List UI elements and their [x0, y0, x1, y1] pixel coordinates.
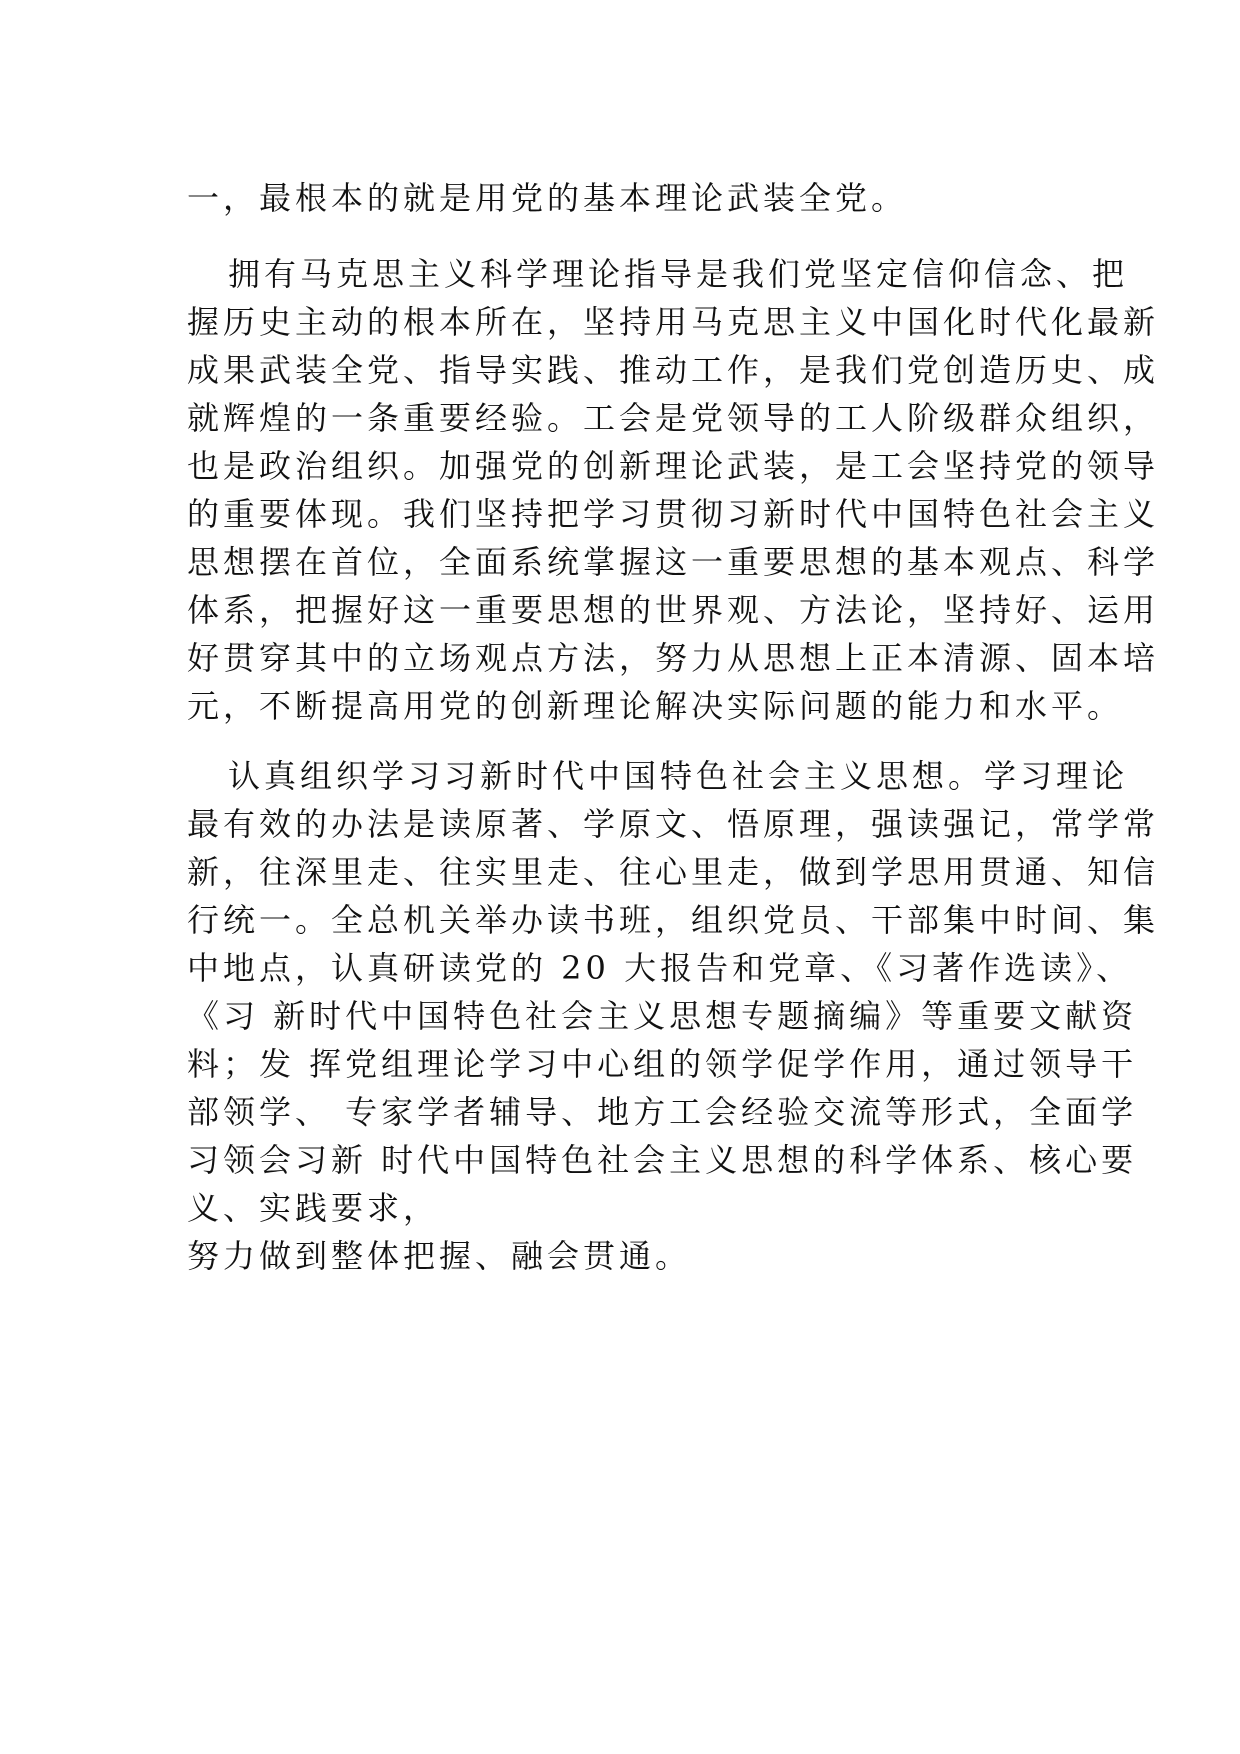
paragraph-2-line-7: 料；发 挥党组理论学习中心组的领学促学作用，通过领导干	[187, 1045, 1138, 1083]
paragraph-2-line-5: 中地点，认真研读党的 20 大报告和党章、《习著作选读》、	[187, 949, 1133, 987]
section-heading: 一，最根本的就是用党的基本理论武装全党。	[187, 179, 908, 217]
paragraph-1-line-10: 元，不断提高用党的创新理论解决实际问题的能力和水平。	[187, 687, 1124, 725]
paragraph-2-line-10: 义、实践要求，	[187, 1189, 440, 1227]
paragraph-1-line-4: 就辉煌的一条重要经验。工会是党领导的工人阶级群众组织，	[187, 399, 1160, 437]
paragraph-2-line-11: 努力做到整体把握、融会贯通。	[187, 1237, 692, 1275]
paragraph-1-line-9: 好贯穿其中的立场观点方法，努力从思想上正本清源、固本培	[187, 639, 1160, 677]
paragraph-1-line-3: 成果武装全党、指导实践、推动工作，是我们党创造历史、成	[187, 351, 1160, 389]
paragraph-1-line-6: 的重要体现。我们坚持把学习贯彻习新时代中国特色社会主义	[187, 495, 1160, 533]
paragraph-1-line-2: 握历史主动的根本所在，坚持用马克思主义中国化时代化最新	[187, 303, 1160, 341]
paragraph-2-line-2: 最有效的办法是读原著、学原文、悟原理，强读强记，常学常	[187, 805, 1160, 843]
paragraph-2-line-6: 《习 新时代中国特色社会主义思想专题摘编》等重要文献资	[187, 997, 1138, 1035]
paragraph-2-line-3: 新，往深里走、往实里走、往心里走，做到学思用贯通、知信	[187, 853, 1160, 891]
paragraph-2-line-9: 习领会习新 时代中国特色社会主义思想的科学体系、核心要	[187, 1141, 1138, 1179]
paragraph-2-line-8: 部领学、 专家学者辅导、地方工会经验交流等形式，全面学	[187, 1093, 1138, 1131]
paragraph-2-line-4: 行统一。全总机关举办读书班，组织党员、干部集中时间、集	[187, 901, 1160, 939]
paragraph-1-line-7: 思想摆在首位，全面系统掌握这一重要思想的基本观点、科学	[187, 543, 1160, 581]
paragraph-1-line-8: 体系，把握好这一重要思想的世界观、方法论，坚持好、运用	[187, 591, 1160, 629]
paragraph-2-line-1: 认真组织学习习新时代中国特色社会主义思想。学习理论	[228, 757, 1129, 795]
paragraph-1-line-1: 拥有马克思主义科学理论指导是我们党坚定信仰信念、把	[228, 255, 1129, 293]
paragraph-1-line-5: 也是政治组织。加强党的创新理论武装，是工会坚持党的领导	[187, 447, 1160, 485]
